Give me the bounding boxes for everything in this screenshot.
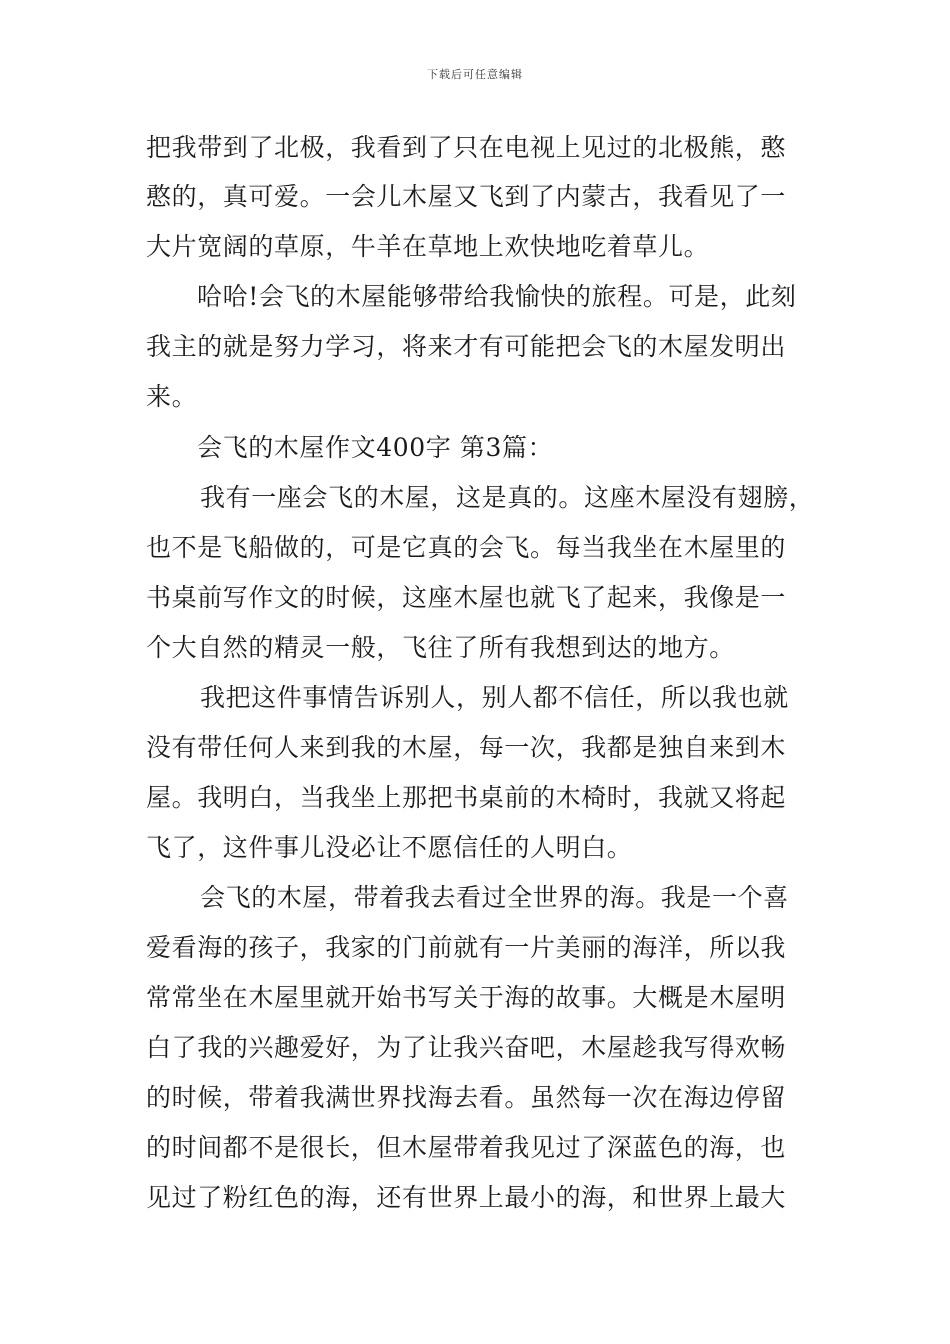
text-line: 个大自然的精灵一般，飞往了所有我想到达的地方。 — [146, 633, 735, 662]
text-line: 的时候，带着我满世界找海去看。虽然每一次在海边停留 — [146, 1083, 787, 1112]
paragraph-first-line: 我把这件事情告诉别人，别人都不信任，所以我也就 — [200, 683, 789, 712]
paragraph-first-line: 我有一座会飞的木屋，这是真的。这座木屋没有翅膀， — [200, 483, 815, 512]
paragraph-first-line: 哈哈!会飞的木屋能够带给我愉快的旅程。可是，此刻 — [197, 282, 797, 311]
text-line: 大片宽阔的草原，牛羊在草地上欢快地吃着草儿。 — [146, 232, 710, 261]
text-line: 没有带任何人来到我的木屋，每一次，我都是独自来到木 — [146, 733, 787, 762]
text-line: 的时间都不是很长，但木屋带着我见过了深蓝色的海，也 — [146, 1133, 787, 1162]
text-line: 书桌前写作文的时候，这座木屋也就飞了起来，我像是一 — [146, 583, 787, 612]
text-line: 憨的，真可爱。一会儿木屋又飞到了内蒙古，我看见了一 — [146, 182, 787, 211]
text-line: 来。 — [146, 382, 198, 411]
text-line: 我主的就是努力学习，将来才有可能把会飞的木屋发明出 — [146, 332, 787, 361]
text-line: 常常坐在木屋里就开始书写关于海的故事。大概是木屋明 — [146, 983, 787, 1012]
text-line: 也不是飞船做的，可是它真的会飞。每当我坐在木屋里的 — [146, 533, 787, 562]
text-line: 把我带到了北极，我看到了只在电视上见过的北极熊，憨 — [146, 133, 787, 162]
page-header: 下载后可任意编辑 — [427, 68, 523, 81]
paragraph-first-line: 会飞的木屋，带着我去看过全世界的海。我是一个喜 — [200, 883, 789, 912]
text-line: 白了我的兴趣爱好，为了让我兴奋吧，木屋趁我写得欢畅 — [146, 1033, 787, 1062]
text-line: 屋。我明白，当我坐上那把书桌前的木椅时，我就又将起 — [146, 783, 787, 812]
section-heading: 会飞的木屋作文400字 第3篇： — [197, 433, 554, 462]
text-line: 见过了粉红色的海，还有世界上最小的海，和世界上最大 — [146, 1183, 787, 1212]
text-line: 飞了，这件事儿没必让不愿信任的人明白。 — [146, 833, 633, 862]
text-line: 爱看海的孩子，我家的门前就有一片美丽的海洋，所以我 — [146, 933, 787, 962]
